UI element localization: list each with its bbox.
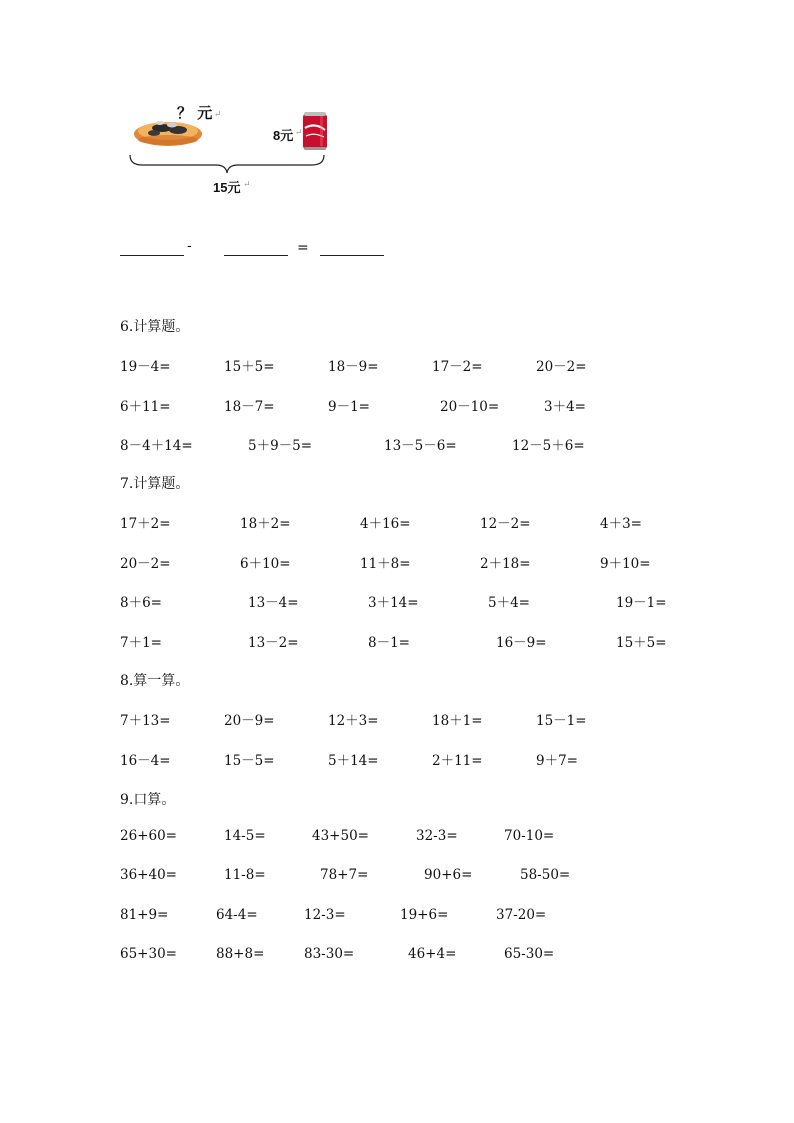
math-expression: 26+60=	[120, 828, 177, 844]
math-expression: 9＋7=	[536, 753, 578, 769]
paragraph-mark-icon: ↵	[295, 128, 303, 138]
math-expression: 83-30=	[304, 946, 355, 962]
math-expression: 58-50=	[520, 867, 571, 883]
paragraph-mark-icon: ↵	[214, 110, 222, 120]
math-expression: 5＋14=	[328, 753, 379, 769]
math-expression: 43+50=	[312, 828, 369, 844]
math-expression: 64-4=	[216, 907, 258, 923]
math-expression: 70-10=	[504, 828, 555, 844]
math-expression: 78+7=	[320, 867, 369, 883]
total-brace	[128, 153, 326, 177]
math-expression: 8＋6=	[120, 595, 162, 611]
math-expression: 16－9=	[496, 635, 547, 651]
math-expression: 88+8=	[216, 946, 265, 962]
math-expression: 7＋13=	[120, 713, 171, 729]
paragraph-mark-icon: ↵	[243, 180, 251, 190]
math-expression: 18－7=	[224, 399, 275, 415]
cola-can-icon	[300, 110, 330, 152]
math-expression: 5＋9－5=	[248, 438, 313, 454]
math-expression: 15－5=	[224, 753, 275, 769]
math-expression: 19－4=	[120, 359, 171, 375]
math-expression: 16－4=	[120, 753, 171, 769]
math-expression: 6＋10=	[240, 556, 291, 572]
question-title: 6.计算题。	[120, 319, 190, 335]
math-expression: 4＋16=	[360, 516, 411, 532]
math-expression: 20－10=	[440, 399, 500, 415]
math-expression: 17＋2=	[120, 516, 171, 532]
math-expression: 4＋3=	[600, 516, 642, 532]
answer-blank-3[interactable]	[320, 255, 384, 256]
math-expression: 65+30=	[120, 946, 177, 962]
math-expression: 9－1=	[328, 399, 370, 415]
math-expression: 18＋1=	[432, 713, 483, 729]
equals-sign: =	[297, 240, 309, 256]
math-expression: 90+6=	[424, 867, 473, 883]
minus-sign: -	[187, 238, 192, 254]
answer-blank-2[interactable]	[224, 255, 288, 256]
math-expression: 18－9=	[328, 359, 379, 375]
math-expression: 20－2=	[536, 359, 587, 375]
math-expression: 37-20=	[496, 907, 547, 923]
math-expression: 32-3=	[416, 828, 458, 844]
math-expression: 3＋14=	[368, 595, 419, 611]
question-title: 7.计算题。	[120, 476, 190, 492]
math-expression: 3＋4=	[544, 399, 586, 415]
math-expression: 17－2=	[432, 359, 483, 375]
drink-price-label: 8元	[273, 128, 294, 143]
math-expression: 12－5＋6=	[512, 438, 585, 454]
math-expression: 11＋8=	[360, 556, 411, 572]
math-expression: 6＋11=	[120, 399, 171, 415]
math-expression: 13－4=	[248, 595, 299, 611]
answer-blank-1[interactable]	[120, 255, 184, 256]
math-expression: 14-5=	[224, 828, 266, 844]
math-expression: 19+6=	[400, 907, 449, 923]
math-expression: 18＋2=	[240, 516, 291, 532]
math-expression: 2＋18=	[480, 556, 531, 572]
math-expression: 8－4＋14=	[120, 438, 193, 454]
math-expression: 19－1=	[616, 595, 667, 611]
math-expression: 65-30=	[504, 946, 555, 962]
math-expression: 5＋4=	[488, 595, 530, 611]
math-expression: 81+9=	[120, 907, 169, 923]
math-expression: 9＋10=	[600, 556, 651, 572]
math-expression: 2＋11=	[432, 753, 483, 769]
math-expression: 13－2=	[248, 635, 299, 651]
question-title: 9.口算。	[120, 792, 176, 808]
math-expression: 12＋3=	[328, 713, 379, 729]
math-expression: 20－9=	[224, 713, 275, 729]
total-price-label: 15元	[213, 180, 241, 195]
math-expression: 36+40=	[120, 867, 177, 883]
math-expression: 20－2=	[120, 556, 171, 572]
math-expression: 12-3=	[304, 907, 346, 923]
food-price-label: ？ 元	[177, 104, 213, 122]
math-expression: 46+4=	[408, 946, 457, 962]
question-title: 8.算一算。	[120, 673, 190, 689]
math-expression: 15＋5=	[616, 635, 667, 651]
math-expression: 15＋5=	[224, 359, 275, 375]
math-expression: 12－2=	[480, 516, 531, 532]
math-expression: 15－1=	[536, 713, 587, 729]
math-expression: 13－5－6=	[384, 438, 457, 454]
math-expression: 8－1=	[368, 635, 410, 651]
math-expression: 7＋1=	[120, 635, 162, 651]
math-expression: 11-8=	[224, 867, 266, 883]
